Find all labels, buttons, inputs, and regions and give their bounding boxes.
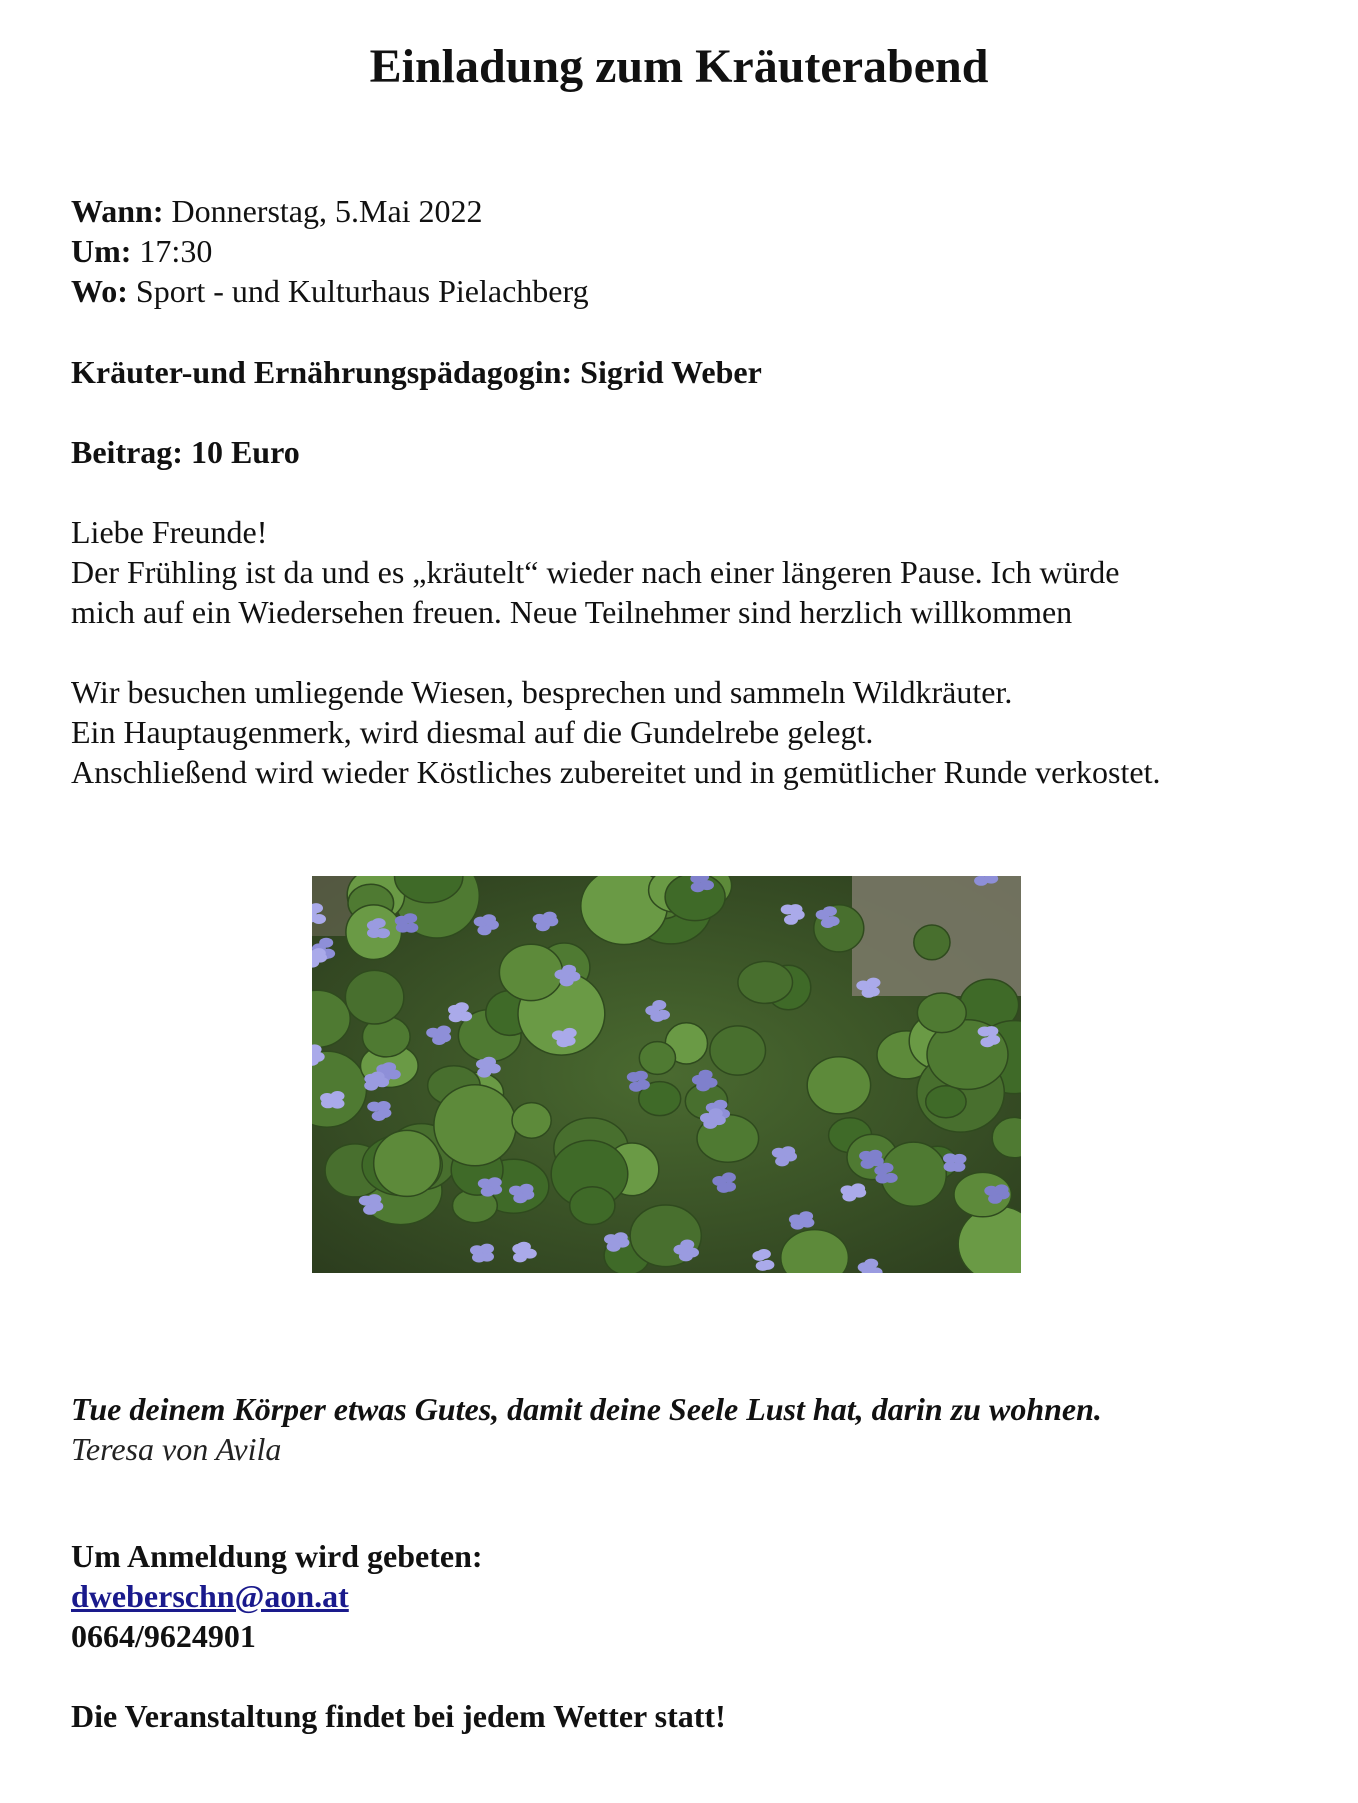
quote-author: Teresa von Avila (71, 1431, 282, 1467)
time-label: Um: (71, 233, 132, 269)
flower-shape (943, 1153, 967, 1171)
program-paragraph (71, 672, 1311, 792)
quote-block (71, 1389, 1311, 1469)
leaf-shape (499, 944, 562, 1000)
event-details (71, 191, 1311, 311)
program-line: Wir besuchen umliegende Wiesen, besprechen und sammeln Wildkräuter. (71, 674, 1013, 710)
fee-line: Beitrag: 10 Euro (71, 434, 300, 470)
program-line: Ein Hauptaugenmerk, wird diesmal auf die Gundelrebe gelegt. (71, 714, 874, 750)
leaf-shape (570, 1187, 615, 1225)
leaf-shape (639, 1042, 675, 1075)
leaf-shape (374, 1130, 441, 1196)
letter-line: Der Frühling ist da und es „kräutelt“ wieder nach einer längeren Pause. Ich würde (71, 554, 1120, 590)
when-label: Wann: (71, 193, 164, 229)
when-value: Donnerstag, 5.Mai 2022 (163, 193, 483, 229)
letter-line: mich auf ein Wiedersehen freuen. Neue Teilnehmer sind herzlich willkommen (71, 594, 1073, 630)
registration-block (71, 1536, 1311, 1656)
where-label: Wo: (71, 273, 128, 309)
letter-paragraph (71, 512, 1311, 632)
leaf-shape (917, 993, 966, 1033)
email-link[interactable]: dweberschn@aon.at (71, 1578, 349, 1614)
leaf-shape (914, 925, 950, 960)
leaf-shape (807, 1057, 870, 1114)
time-line (71, 231, 1311, 271)
flower-shape (320, 1091, 344, 1109)
where-line (71, 271, 1311, 311)
instructor-line: Kräuter-und Ernährungspädagogin: Sigrid Weber (71, 354, 762, 390)
phone-number: 0664/9624901 (71, 1618, 256, 1654)
ground-ivy-photo (312, 876, 1021, 1273)
flower-shape (478, 1177, 502, 1196)
ground-ivy-illustration (312, 876, 1021, 1273)
where-value: Sport - und Kulturhaus Pielachberg (127, 273, 589, 309)
leaf-shape (738, 961, 793, 1003)
leaf-shape (710, 1026, 766, 1075)
program-line: Anschließend wird wieder Köstliches zubereitet und in gemütlicher Runde verkostet. (71, 754, 1161, 790)
flower-shape (470, 1244, 494, 1263)
leaf-shape (345, 970, 403, 1024)
quote-text: Tue deinem Körper etwas Gutes, damit deine Seele Lust hat, darin zu wohnen. (71, 1391, 1102, 1427)
leaf-shape (512, 1103, 551, 1139)
leaf-shape (926, 1086, 966, 1118)
leaf-shape (434, 1085, 516, 1166)
registration-label: Um Anmeldung wird gebeten: (71, 1538, 483, 1574)
greeting: Liebe Freunde! (71, 514, 268, 550)
time-value: 17:30 (131, 233, 213, 269)
weather-notice: Die Veranstaltung findet bei jedem Wetter statt! (71, 1698, 726, 1734)
flower-shape (627, 1071, 650, 1092)
document-title: Einladung zum Kräuterabend (369, 40, 989, 93)
when-line (71, 191, 1311, 231)
